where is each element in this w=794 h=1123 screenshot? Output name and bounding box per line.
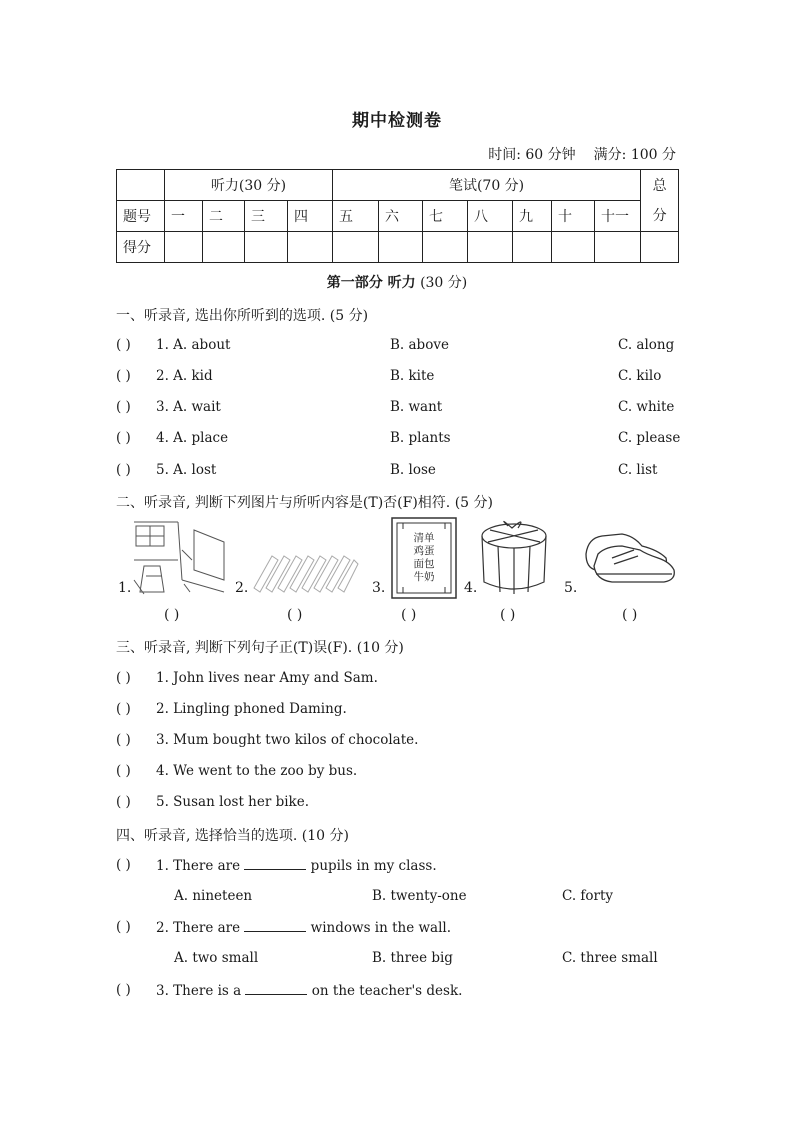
answer-blank[interactable] <box>244 919 306 932</box>
question-text <box>156 919 451 936</box>
gift-box-icon <box>478 516 550 596</box>
answer-bracket[interactable]: ( ) <box>116 919 131 935</box>
question-number: 四 <box>288 201 333 232</box>
room-picture-icon <box>132 520 228 596</box>
answer-bracket[interactable]: ( ) <box>622 607 638 623</box>
option-b: B. want <box>390 399 443 415</box>
question-number: 二 <box>203 201 245 232</box>
list-card-line: 牛奶 <box>413 571 435 583</box>
total-char-1: 总 <box>652 177 667 194</box>
score-cell[interactable] <box>468 232 513 263</box>
answer-bracket[interactable]: ( ) <box>500 607 516 623</box>
answer-bracket[interactable]: ( ) <box>116 857 131 873</box>
question-number: 八 <box>468 201 513 232</box>
question-text <box>156 982 462 999</box>
answer-bracket[interactable]: ( ) <box>116 982 131 998</box>
list-item <box>116 857 686 877</box>
option-c: C. list <box>618 462 658 478</box>
option-c: C. white <box>618 399 675 415</box>
option-a: A. nineteen <box>174 888 253 904</box>
score-cell[interactable] <box>333 232 379 263</box>
answer-bracket[interactable]: ( ) <box>116 670 131 686</box>
option-a: 5. A. lost <box>156 462 217 478</box>
option-a: A. two small <box>174 950 259 966</box>
answer-blank[interactable] <box>245 982 307 995</box>
picture-number: 2. <box>235 580 249 596</box>
score-table <box>116 169 679 263</box>
page-title: 期中检测卷 <box>352 111 442 131</box>
score-cell[interactable] <box>513 232 552 263</box>
options-row <box>174 888 694 908</box>
section-one-heading: 一、听录音, 选出你所听到的选项. (5 分) <box>116 308 369 324</box>
total-char-2: 分 <box>652 207 667 224</box>
question-number: 十 <box>552 201 595 232</box>
option-a: 2. A. kid <box>156 368 213 384</box>
section-three-heading: 三、听录音, 判断下列句子正(T)误(F). (10 分) <box>116 640 404 656</box>
question-number: 一 <box>165 201 203 232</box>
option-a: 4. A. place <box>156 430 229 446</box>
answer-bracket[interactable]: ( ) <box>116 430 131 446</box>
time-info <box>488 144 676 164</box>
sentence-text: 4. We went to the zoo by bus. <box>156 763 358 779</box>
picture-number: 3. <box>372 580 386 596</box>
question-text-start: 3. There is a <box>156 983 246 999</box>
question-text-end: windows in the wall. <box>306 920 452 936</box>
option-b: B. plants <box>390 430 451 446</box>
option-a: 3. A. wait <box>156 399 221 415</box>
picture-number: 5. <box>564 580 578 596</box>
total-header <box>641 170 679 232</box>
score-cell[interactable] <box>288 232 333 263</box>
options-row <box>174 950 694 970</box>
list-item <box>116 982 686 1002</box>
answer-bracket[interactable]: ( ) <box>116 701 131 717</box>
part-one-title <box>0 272 794 292</box>
score-cell[interactable] <box>423 232 468 263</box>
time-label: 时间: 60 分钟 <box>488 147 576 163</box>
list-item <box>116 794 686 814</box>
part-one-score: (30 分) <box>420 275 468 291</box>
list-item <box>116 763 686 783</box>
list-item <box>116 919 686 939</box>
listening-header: 听力(30 分) <box>165 170 333 201</box>
section-four-heading: 四、听录音, 选择恰当的选项. (10 分) <box>116 828 349 844</box>
score-cell[interactable] <box>379 232 423 263</box>
answer-bracket[interactable]: ( ) <box>287 607 303 623</box>
list-item <box>116 701 686 721</box>
row-label-score: 得分 <box>117 232 165 263</box>
list-item <box>116 670 686 690</box>
question-number: 九 <box>513 201 552 232</box>
sentence-text: 3. Mum bought two kilos of chocolate. <box>156 732 419 748</box>
answer-blank[interactable] <box>244 857 306 870</box>
option-c: C. please <box>618 430 681 446</box>
option-b: B. twenty-one <box>372 888 467 904</box>
option-b: B. three big <box>372 950 453 966</box>
list-card <box>391 532 457 584</box>
score-cell[interactable] <box>245 232 288 263</box>
option-c: C. three small <box>562 950 658 966</box>
question-number: 五 <box>333 201 379 232</box>
question-number: 六 <box>379 201 423 232</box>
question-number: 三 <box>245 201 288 232</box>
score-cell[interactable] <box>165 232 203 263</box>
list-card-line: 清单 <box>413 532 435 544</box>
option-b: B. lose <box>390 462 436 478</box>
list-item <box>116 430 686 450</box>
list-item <box>116 368 686 388</box>
option-a: 1. A. about <box>156 337 231 353</box>
answer-bracket[interactable]: ( ) <box>116 399 131 415</box>
sentence-text: 5. Susan lost her bike. <box>156 794 310 810</box>
sentence-text: 1. John lives near Amy and Sam. <box>156 670 378 686</box>
answer-bracket[interactable]: ( ) <box>116 368 131 384</box>
pencils-picture-icon <box>250 548 360 594</box>
answer-bracket[interactable]: ( ) <box>401 607 417 623</box>
score-cell[interactable] <box>552 232 595 263</box>
table-corner-cell <box>117 170 165 201</box>
list-item <box>116 399 686 419</box>
answer-bracket[interactable]: ( ) <box>116 732 131 748</box>
question-text <box>156 857 437 874</box>
list-card-line: 鸡蛋 <box>413 545 435 557</box>
answer-bracket[interactable]: ( ) <box>116 794 131 810</box>
question-text-end: on the teacher's desk. <box>307 983 463 999</box>
shoes-picture-icon <box>582 528 678 592</box>
answer-bracket[interactable]: ( ) <box>116 337 131 353</box>
question-text-end: pupils in my class. <box>306 858 437 874</box>
option-c: C. along <box>618 337 675 353</box>
picture-number: 4. <box>464 580 478 596</box>
option-c: C. kilo <box>618 368 662 384</box>
answer-bracket[interactable]: ( ) <box>116 763 131 779</box>
writing-header: 笔试(70 分) <box>333 170 641 201</box>
option-c: C. forty <box>562 888 614 904</box>
row-label-number: 题号 <box>117 201 165 232</box>
section-two-heading: 二、听录音, 判断下列图片与所听内容是(T)否(F)相符. (5 分) <box>116 495 493 511</box>
picture-number: 1. <box>118 580 132 596</box>
list-item <box>116 462 686 482</box>
sentence-text: 2. Lingling phoned Daming. <box>156 701 347 717</box>
question-number: 七 <box>423 201 468 232</box>
part-one-label: 第一部分 听力 <box>326 275 416 291</box>
option-b: B. kite <box>390 368 435 384</box>
question-text-start: 2. There are <box>156 920 245 936</box>
list-item <box>116 732 686 752</box>
question-text-start: 1. There are <box>156 858 245 874</box>
answer-bracket[interactable]: ( ) <box>164 607 180 623</box>
question-number: 十一 <box>595 201 641 232</box>
full-score-label: 满分: 100 分 <box>593 147 676 163</box>
score-cell[interactable] <box>595 232 641 263</box>
score-cell-total[interactable] <box>641 232 679 263</box>
answer-bracket[interactable]: ( ) <box>116 462 131 478</box>
list-item <box>116 337 686 357</box>
score-cell[interactable] <box>203 232 245 263</box>
list-card-line: 面包 <box>413 558 435 570</box>
option-b: B. above <box>390 337 449 353</box>
